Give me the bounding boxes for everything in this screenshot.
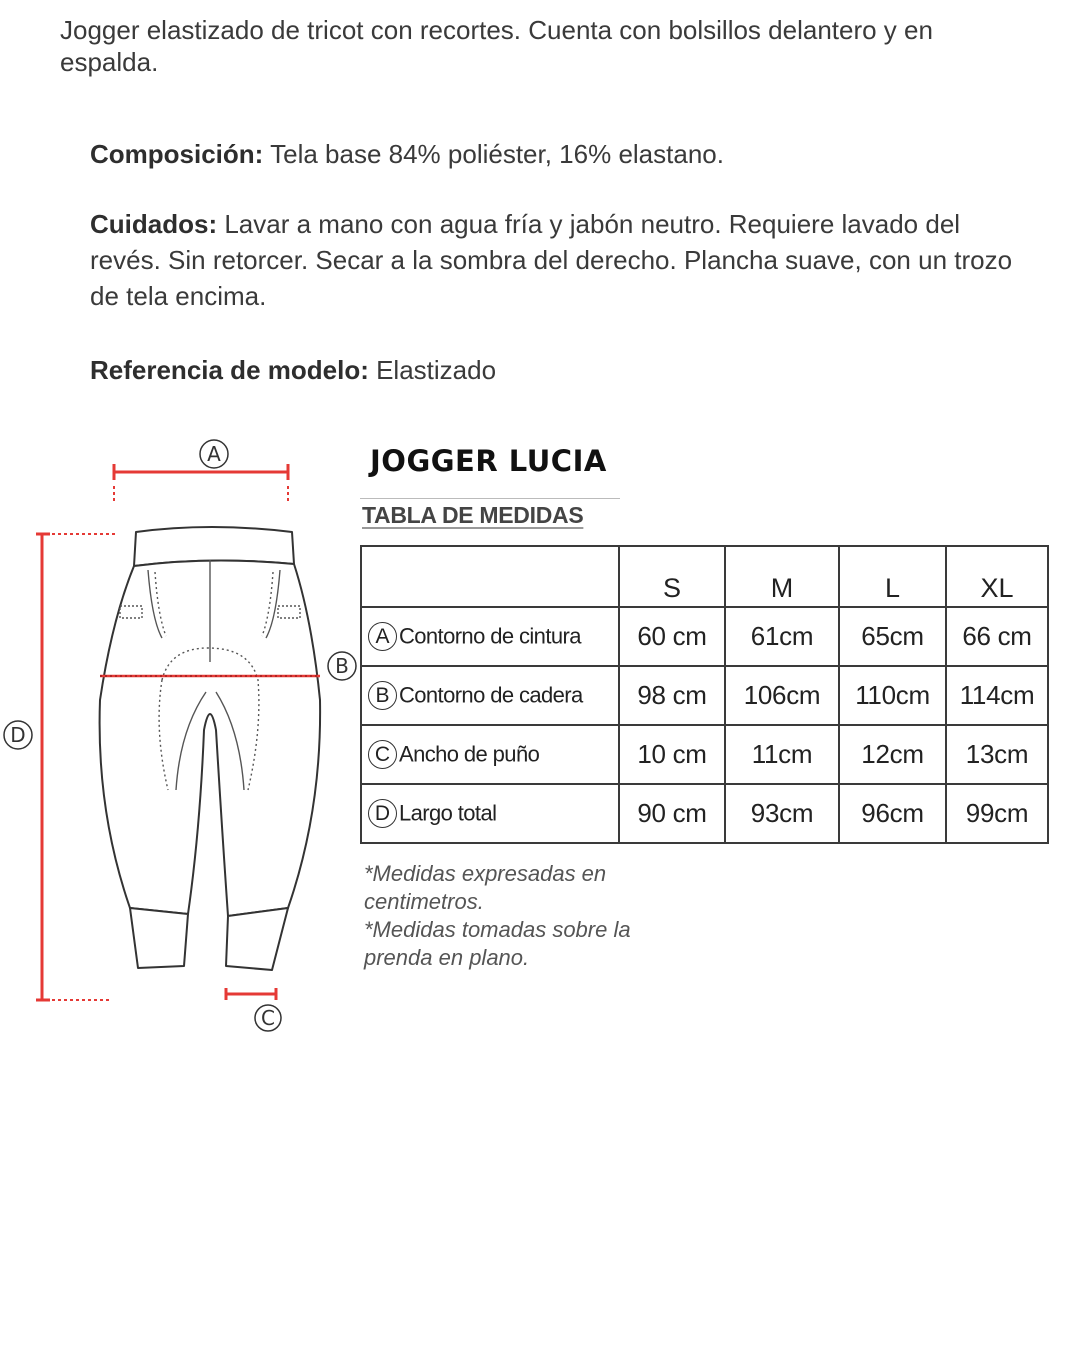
row-label-cuff <box>361 725 619 784</box>
row-label-hip <box>361 666 619 725</box>
size-table-title: TABLA DE MEDIDAS <box>362 502 584 528</box>
composition-label: Composición: <box>90 139 264 169</box>
note-units: *Medidas expresadas en centimetros. <box>364 861 607 914</box>
product-title: JOGGER LUCIA <box>370 444 607 478</box>
size-header-row <box>361 546 1048 607</box>
table-row-hip <box>361 666 1048 725</box>
table-cell: 12cm <box>839 725 946 784</box>
care-value: Lavar a mano con agua fría y jabón neutro. Requiere lavado del revés. Sin retorcer. Secar a la sombra del derecho. Plancha suave, con un trozo de tela encima. <box>90 209 1013 311</box>
title-divider <box>360 498 620 499</box>
row-label-text: Largo total <box>399 800 497 826</box>
row-label-length <box>361 784 619 843</box>
marker-d-label: D <box>10 723 26 747</box>
table-cell: 90 cm <box>619 784 725 843</box>
row-marker-d: D <box>368 799 397 828</box>
table-row-cuff <box>361 725 1048 784</box>
size-header-s: S <box>619 546 725 607</box>
composition-value: Tela base 84% poliéster, 16% elastano. <box>270 139 724 169</box>
table-cell: 93cm <box>725 784 839 843</box>
row-label-waist <box>361 607 619 666</box>
table-cell: 110cm <box>839 666 946 725</box>
marker-b-label: B <box>335 654 349 678</box>
composition-text <box>90 136 1020 172</box>
row-label-text: Contorno de cadera <box>399 682 583 708</box>
table-row-length <box>361 784 1048 843</box>
size-header-l: L <box>839 546 946 607</box>
model-reference-label: Referencia de modelo: <box>90 355 369 385</box>
marker-c-label: C <box>261 1006 275 1030</box>
marker-a-label: A <box>207 442 221 466</box>
row-label-text: Contorno de cintura <box>399 623 581 649</box>
table-cell: 10 cm <box>619 725 725 784</box>
care-label: Cuidados: <box>90 209 218 239</box>
size-header-xl: XL <box>946 546 1048 607</box>
model-reference-text <box>90 352 1020 388</box>
row-marker-b: B <box>368 681 397 710</box>
table-cell: 114cm <box>946 666 1048 725</box>
size-header-m: M <box>725 546 839 607</box>
model-reference-value: Elastizado <box>376 355 497 385</box>
row-label-text: Ancho de puño <box>399 741 540 767</box>
table-cell: 98 cm <box>619 666 725 725</box>
table-cell: 66 cm <box>946 607 1048 666</box>
size-table <box>360 545 1049 844</box>
note-flat: *Medidas tomadas sobre la prenda en plano. <box>364 917 631 970</box>
table-cell: 96cm <box>839 784 946 843</box>
left-cuff <box>130 908 188 968</box>
table-cell: 11cm <box>725 725 839 784</box>
table-cell: 106cm <box>725 666 839 725</box>
jogger-technical-drawing <box>0 430 360 1050</box>
right-cuff <box>226 908 288 970</box>
row-marker-a: A <box>368 622 397 651</box>
cuff-measure-marker <box>226 988 281 1031</box>
table-cell: 13cm <box>946 725 1048 784</box>
table-cell: 65cm <box>839 607 946 666</box>
table-cell: 99cm <box>946 784 1048 843</box>
product-description: Jogger elastizado de tricot con recortes. Cuenta con bolsillos delantero y en espalda. <box>60 15 933 77</box>
care-text <box>90 206 1020 314</box>
table-cell: 60 cm <box>619 607 725 666</box>
row-marker-c: C <box>368 740 397 769</box>
size-header-empty <box>361 546 619 607</box>
table-row-waist <box>361 607 1048 666</box>
table-cell: 61cm <box>725 607 839 666</box>
measurement-notes <box>364 860 704 972</box>
waist-measure-marker <box>114 440 288 504</box>
